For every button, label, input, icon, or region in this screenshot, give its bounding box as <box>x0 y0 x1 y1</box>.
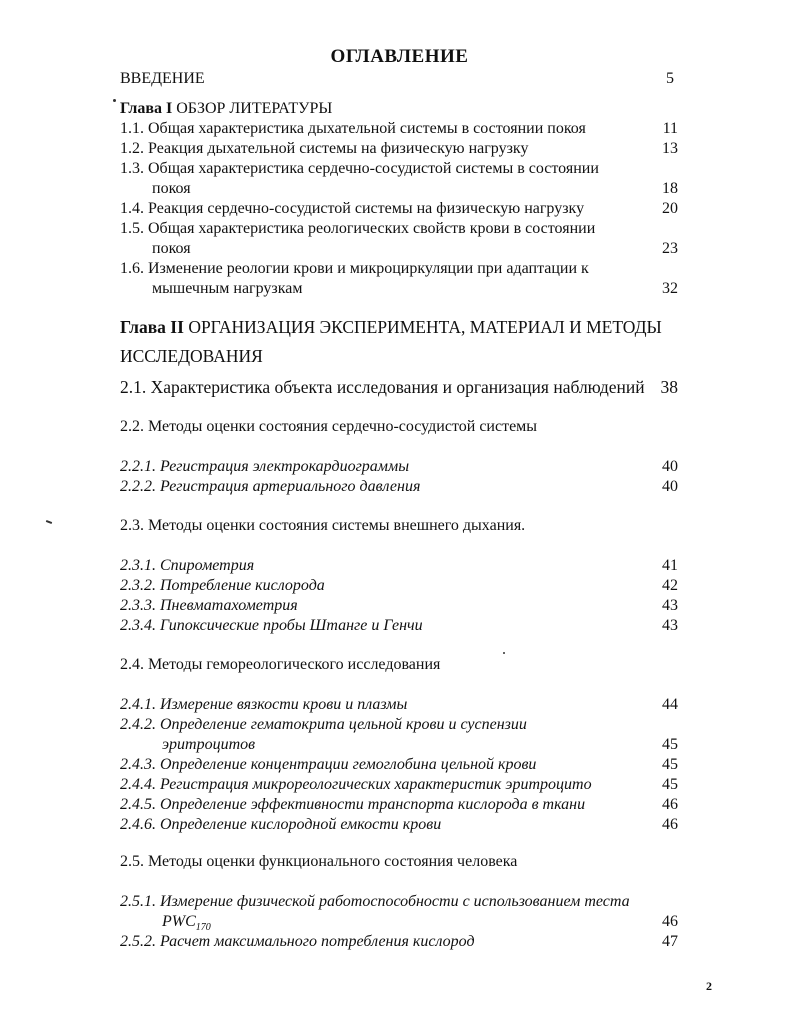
pwc-subscript: 170 <box>195 922 211 934</box>
toc-page: 11 <box>662 120 678 137</box>
toc-section-2-4: 2.4. Методы гемореологического исследования <box>120 656 441 673</box>
toc-page: 42 <box>662 577 678 594</box>
toc-entry: 2.4.3. Определение концентрации гемоглобина цельной крови <box>120 756 537 773</box>
toc-page: 43 <box>662 617 678 634</box>
toc-entry: 2.4.6. Определение кислородной емкости крови <box>120 816 442 833</box>
chapter-2-heading-cont: ИССЛЕДОВАНИЯ <box>120 346 263 366</box>
toc-page: 46 <box>662 796 678 813</box>
toc-entry: 1.2. Реакция дыхательной системы на физическую нагрузку <box>120 140 529 157</box>
chapter-1-prefix: Глава I <box>120 100 173 117</box>
toc-entry-cont: покоя <box>152 240 191 257</box>
toc-page: 46 <box>662 913 678 930</box>
toc-intro: ВВЕДЕНИЕ <box>120 70 205 87</box>
toc-entry: 2.2.1. Регистрация электрокардиограммы <box>120 458 410 475</box>
toc-entry: 2.3.2. Потребление кислорода <box>120 577 325 594</box>
toc-page: 38 <box>660 377 678 397</box>
toc-page: 40 <box>662 458 678 475</box>
toc-page: 40 <box>662 478 678 495</box>
toc-page: 44 <box>662 696 678 713</box>
toc-page: 32 <box>662 280 678 297</box>
toc-entry: 2.5.1. Измерение физической работоспособности с использованием теста <box>120 893 630 910</box>
toc-page: 47 <box>662 933 678 950</box>
toc-entry: 1.4. Реакция сердечно-сосудистой системы на физическую нагрузку <box>120 200 585 217</box>
chapter-2-name: ОРГАНИЗАЦИЯ ЭКСПЕРИМЕНТА, МАТЕРИАЛ И МЕТОДЫ <box>188 317 662 337</box>
chapter-2-prefix: Глава II <box>120 317 184 337</box>
chapter-1-name: ОБЗОР ЛИТЕРАТУРЫ <box>176 100 333 117</box>
toc-entry: 2.4.2. Определение гематокрита цельной крови и суспензии <box>120 716 527 733</box>
toc-entry-cont: эритроцитов <box>162 736 256 753</box>
toc-entry-cont: мышечным нагрузкам <box>152 280 303 297</box>
toc-section-2-1: 2.1. Характеристика объекта исследования и организация наблюдений <box>120 377 645 397</box>
toc-entry: 2.4.5. Определение эффективности транспорта кислорода в ткани <box>120 796 586 813</box>
toc-page-intro: 5 <box>666 70 674 87</box>
toc-entry-cont: покоя <box>152 180 191 197</box>
toc-section-2-3: 2.3. Методы оценки состояния системы внешнего дыхания. <box>120 517 526 534</box>
toc-entry: 1.6. Изменение реологии крови и микроциркуляции при адаптации к <box>120 260 589 277</box>
toc-section-2-2: 2.2. Методы оценки состояния сердечно-сосудистой системы <box>120 418 538 435</box>
toc-entry: 2.3.4. Гипоксические пробы Штанге и Генчи <box>120 617 423 634</box>
toc-entry: 2.2.2. Регистрация артериального давления <box>120 478 421 495</box>
scan-speck <box>503 652 505 654</box>
toc-entry: 2.4.1. Измерение вязкости крови и плазмы <box>120 696 408 713</box>
scan-mark <box>46 520 52 524</box>
toc-page: 23 <box>662 240 678 257</box>
toc-page: 45 <box>662 756 678 773</box>
toc-page: 45 <box>662 736 678 753</box>
toc-page: 41 <box>662 557 678 574</box>
page-title: ОГЛАВЛЕНИЕ <box>330 46 469 67</box>
toc-entry: 1.5. Общая характеристика реологических свойств крови в состоянии <box>120 220 596 237</box>
toc-entry: 2.4.4. Регистрация микрореологических характеристик эритроцито <box>120 776 592 793</box>
toc-section-2-5: 2.5. Методы оценки функционального состояния человека <box>120 853 518 870</box>
page-number: 2 <box>706 979 712 993</box>
toc-entry: 1.3. Общая характеристика сердечно-сосудистой системы в состоянии <box>120 160 599 177</box>
toc-page: 46 <box>662 816 678 833</box>
scan-speck <box>113 99 116 102</box>
toc-page: 13 <box>662 140 678 157</box>
toc-page: 43 <box>662 597 678 614</box>
toc-entry: 2.3.1. Спирометрия <box>120 557 255 574</box>
toc-page: 18 <box>662 180 678 197</box>
chapter-1-heading <box>120 100 332 118</box>
pwc-label: PWC <box>162 913 196 930</box>
toc-page: 45 <box>662 776 678 793</box>
toc-entry: 1.1. Общая характеристика дыхательной системы в состоянии покоя <box>120 120 586 137</box>
toc-entry: 2.3.3. Пневматахометрия <box>120 597 298 614</box>
chapter-2-heading <box>120 318 662 336</box>
toc-entry: 2.5.2. Расчет максимального потребления кислород <box>120 933 475 950</box>
toc-page: 20 <box>662 200 678 217</box>
